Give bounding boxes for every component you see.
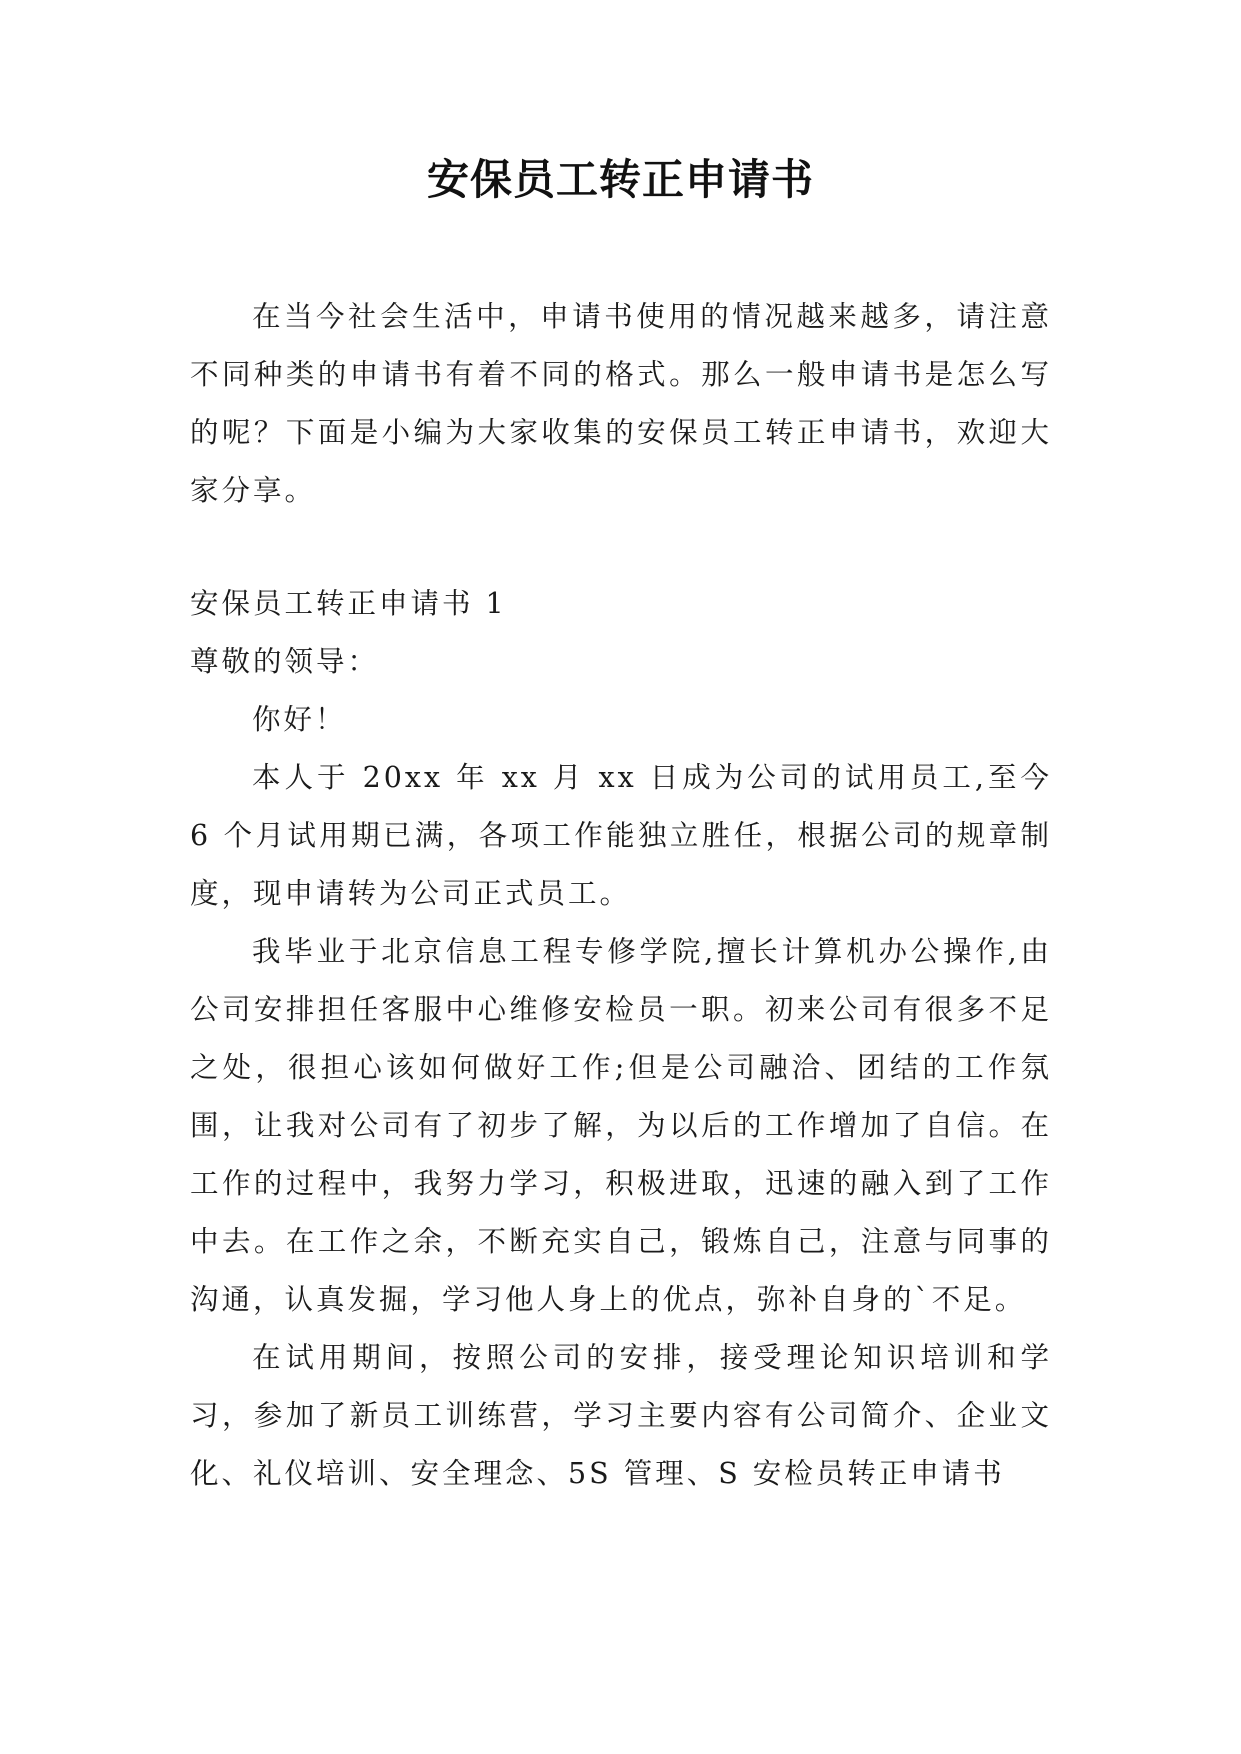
body-paragraph: 在试用期间，按照公司的安排，接受理论知识培训和学习，参加了新员工训练营，学习主要内容有公司简介、企业文化、礼仪培训、安全理念、5S 管理、S 安检员转正申请书 (190, 1341, 1052, 1490)
intro-paragraph: 在当今社会生活中，申请书使用的情况越来越多，请注意不同种类的申请书有着不同的格式。那么一般申请书是怎么写的呢？下面是小编为大家收集的安保员工转正申请书，欢迎大家分享。 (190, 300, 1052, 507)
document-title: 安保员工转正申请书 (426, 155, 814, 204)
salutation: 尊敬的领导： (190, 645, 380, 678)
intro-block (190, 288, 1052, 520)
section-1 (190, 575, 1052, 1503)
body-paragraph: 本人于 20xx 年 xx 月 xx 日成为公司的试用员工,至今 6 个月试用期已满，各项工作能独立胜任，根据公司的规章制度，现申请转为公司正式员工。 (190, 761, 1052, 910)
body-paragraph: 我毕业于北京信息工程专修学院,擅长计算机办公操作,由公司安排担任客服中心维修安检员一职。初来公司有很多不足之处，很担心该如何做好工作;但是公司融洽、团结的工作氛围，让我对公司有了初步了解，为以后的工作增加了自信。在工作的过程中，我努力学习，积极进取，迅速的融入到了工作中去。在工作之余，不断充实自己，锻炼自己，注意与同事的沟通，认真发掘，学习他人身上的优点，弥补自身的`不足。 (190, 935, 1052, 1316)
section-heading: 安保员工转正申请书 1 (190, 587, 507, 620)
greeting: 你好！ (252, 703, 347, 736)
